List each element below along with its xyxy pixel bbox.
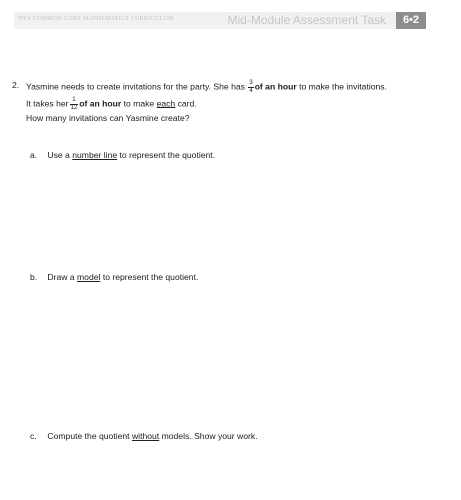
fraction-numerator: 1 bbox=[70, 97, 79, 105]
part-underlined-text: without bbox=[131, 431, 160, 441]
question-bold-text: of an hour bbox=[79, 98, 122, 109]
curriculum-label: NYS COMMON CORE MATHEMATICS CURRICULUM bbox=[18, 16, 174, 22]
assessment-title: Mid-Module Assessment Task bbox=[227, 13, 386, 27]
question-number: 2. bbox=[12, 80, 20, 90]
part-label: b. bbox=[30, 272, 38, 282]
part-text: to represent the quotient. bbox=[119, 150, 216, 160]
question-line-1 bbox=[26, 80, 387, 94]
part-underlined-text: model bbox=[77, 272, 101, 282]
part-text: to represent the quotient. bbox=[102, 272, 199, 282]
module-badge: 6•2 bbox=[396, 12, 426, 29]
part-label: a. bbox=[30, 150, 38, 160]
question-text: card. bbox=[177, 98, 197, 109]
part-text: Compute the quotient bbox=[47, 431, 130, 441]
part-label: c. bbox=[30, 431, 37, 441]
part-a bbox=[30, 150, 215, 160]
fraction-numerator: 3 bbox=[249, 80, 253, 86]
question-line-2 bbox=[26, 97, 197, 111]
question-text: to make bbox=[123, 98, 155, 109]
part-text: Draw a bbox=[47, 272, 75, 282]
part-c bbox=[30, 431, 258, 441]
fraction-one-twelfth bbox=[70, 97, 79, 111]
page-header bbox=[14, 12, 426, 29]
fraction-denominator: 4 bbox=[249, 87, 253, 94]
question-text: It takes her bbox=[26, 98, 69, 109]
part-b bbox=[30, 272, 198, 282]
part-text: Use a bbox=[47, 150, 70, 160]
part-text: models. Show your work. bbox=[161, 431, 258, 441]
question-underlined-text: each bbox=[156, 98, 176, 109]
question-text: Yasmine needs to create invitations for the party. She has bbox=[26, 81, 245, 92]
question-text: to make the invitations. bbox=[299, 81, 387, 92]
fraction-three-fourths bbox=[248, 80, 253, 94]
question-line-3: How many invitations can Yasmine create? bbox=[26, 113, 190, 123]
question-bold-text: of an hour bbox=[254, 81, 297, 92]
part-underlined-text: number line bbox=[72, 150, 118, 160]
fraction-denominator: 12 bbox=[70, 104, 78, 111]
